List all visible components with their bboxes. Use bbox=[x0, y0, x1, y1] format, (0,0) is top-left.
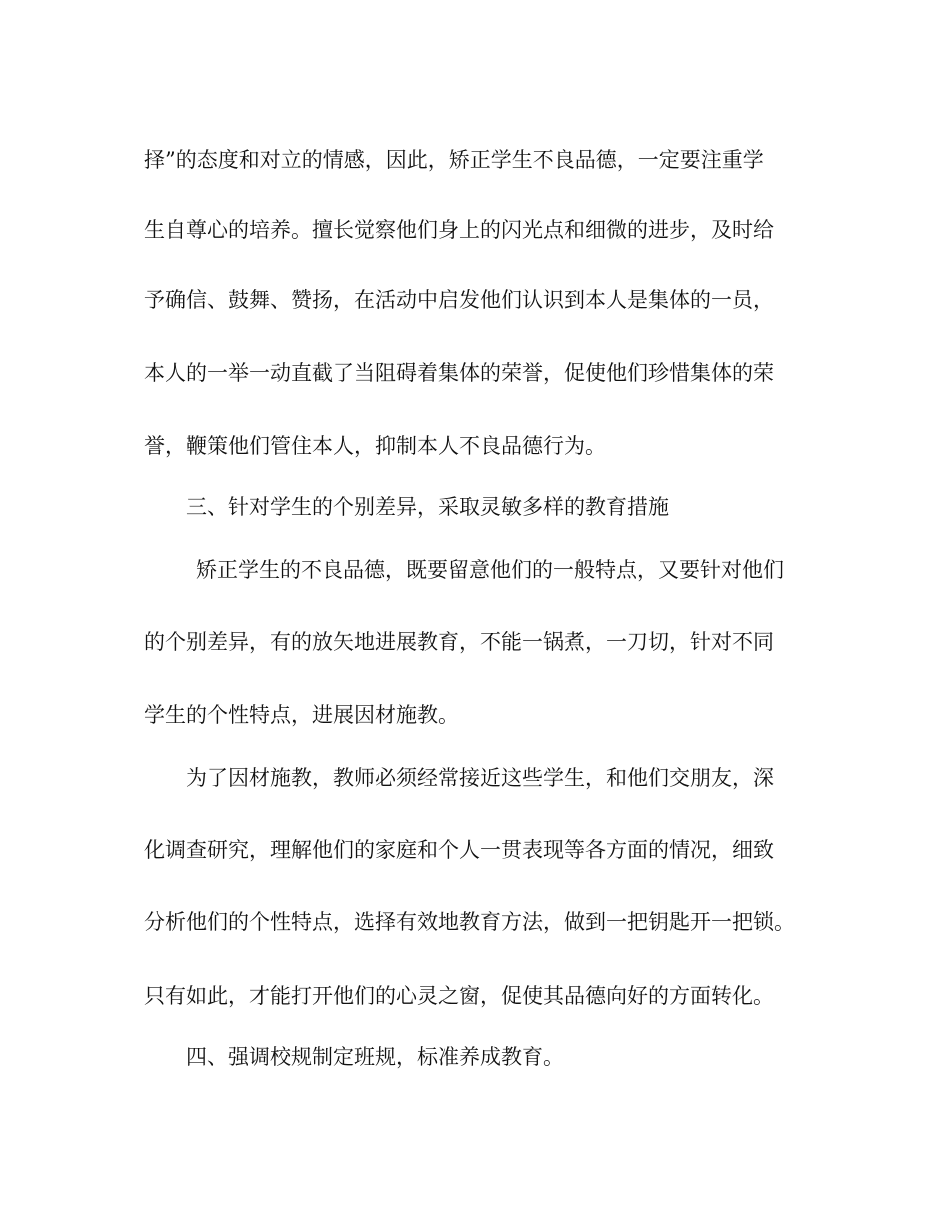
body-text-line: 本人的一举一动直截了当阻碍着集体的荣誉，促使他们珍惜集体的荣 bbox=[144, 361, 774, 385]
body-text-line: 分析他们的个性特点，选择有效地教育方法，做到一把钥匙开一把锁。 bbox=[144, 910, 795, 934]
body-text-line: 矫正学生的不良品德，既要留意他们的一般特点，又要针对他们 bbox=[196, 558, 784, 582]
body-text-line: 学生的个性特点，进展因材施教。 bbox=[144, 703, 459, 727]
body-text-line: 的个别差异，有的放矢地进展教育，不能一锅煮，一刀切，针对不同 bbox=[144, 630, 774, 654]
body-text-line: 生自尊心的培养。擅长觉察他们身上的闪光点和细微的进步，及时给 bbox=[144, 218, 774, 242]
body-text-line: 予确信、鼓舞、赞扬，在活动中启发他们认识到本人是集体的一员， bbox=[144, 288, 774, 312]
body-text-line: 择”的态度和对立的情感，因此，矫正学生不良品德，一定要注重学 bbox=[144, 148, 764, 172]
body-text-line: 化调查研究，理解他们的家庭和个人一贯表现等各方面的情况，细致 bbox=[144, 838, 774, 862]
body-text-line: 誉，鞭策他们管住本人，抑制本人不良品德行为。 bbox=[144, 434, 606, 458]
body-text-line: 只有如此，才能打开他们的心灵之窗，促使其品德向好的方面转化。 bbox=[144, 984, 774, 1008]
body-text-line: 为了因材施教，教师必须经常接近这些学生，和他们交朋友，深 bbox=[186, 766, 774, 790]
section-heading-4: 四、强调校规制定班规，标准养成教育。 bbox=[186, 1045, 564, 1069]
section-heading-3: 三、针对学生的个别差异，采取灵敏多样的教育措施 bbox=[186, 495, 669, 519]
